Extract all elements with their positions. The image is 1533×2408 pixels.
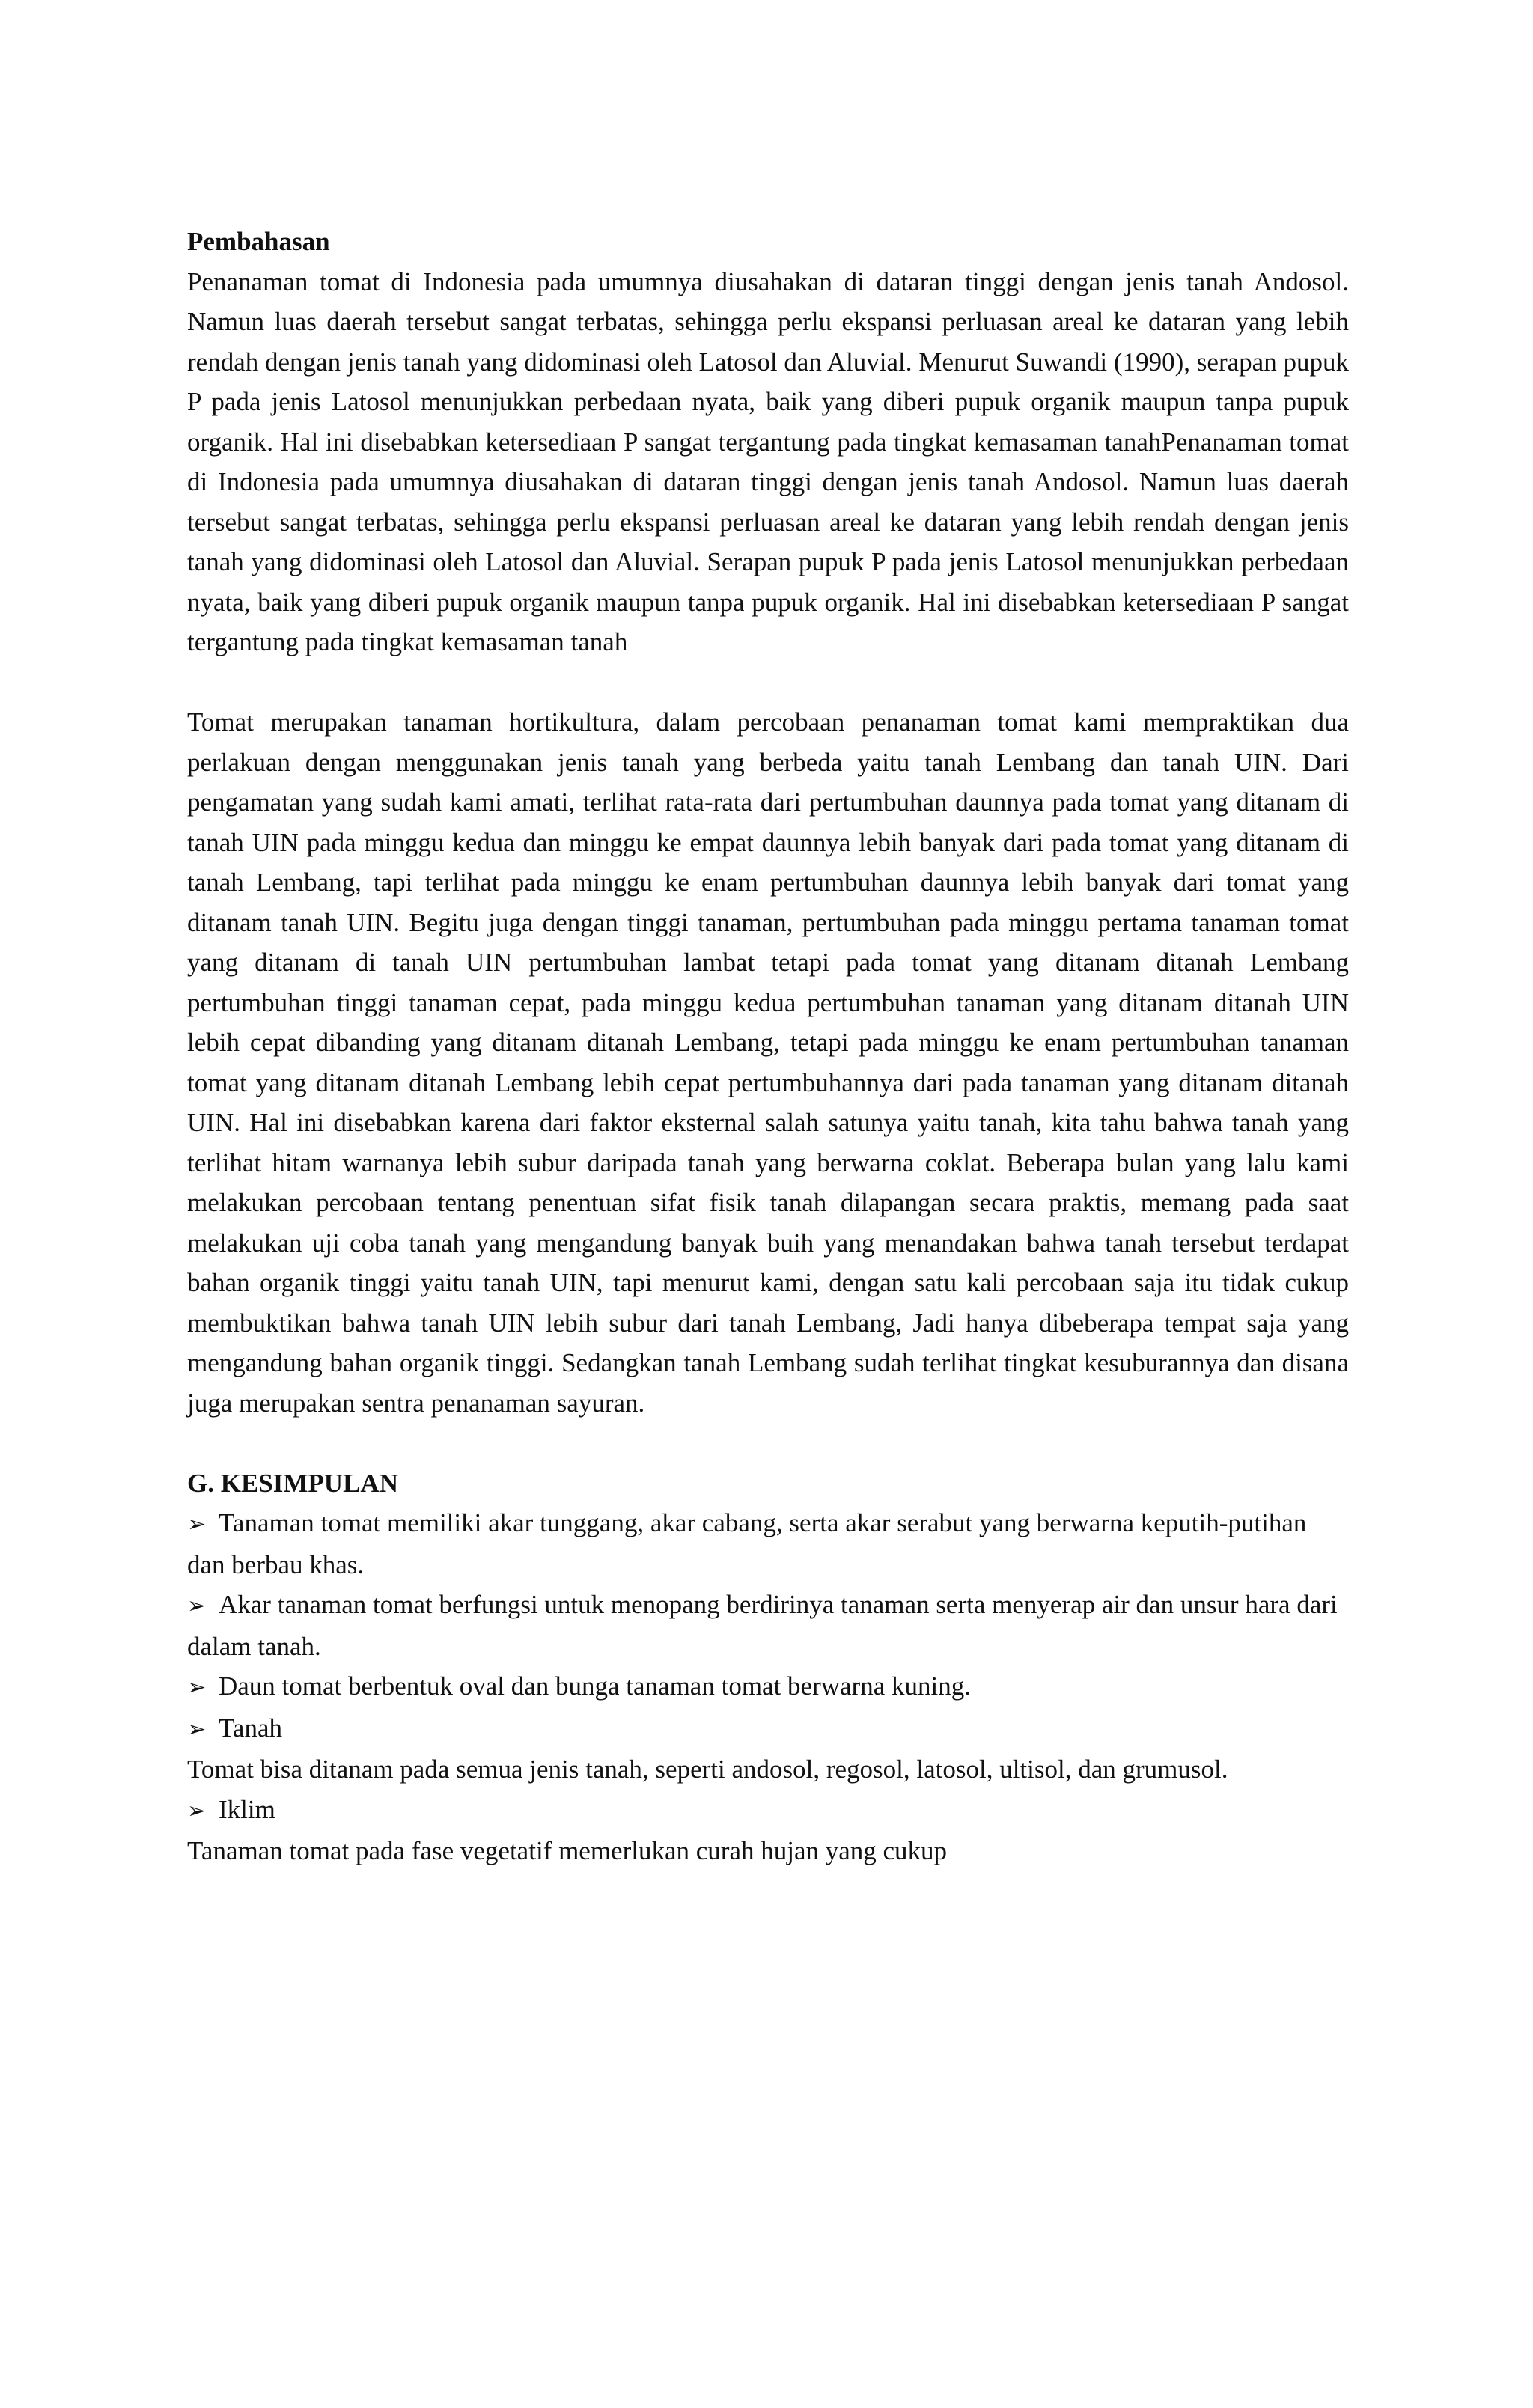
paragraph-spacer — [187, 662, 1349, 703]
discussion-heading: Pembahasan — [187, 227, 330, 256]
document-content — [187, 222, 1349, 1871]
iklim-description: Tanaman tomat pada fase vegetatif memerlukan curah hujan yang cukup — [187, 1836, 948, 1865]
conclusion-bullet-text: Akar tanaman tomat berfungsi untuk menopang berdirinya tanaman serta menyerap air dan unsur hara dari dalam tanah. — [187, 1590, 1338, 1661]
conclusion-bullet-2 — [187, 1585, 1349, 1666]
arrow-bullet-icon: ➢ — [187, 1511, 207, 1537]
arrow-bullet-icon: ➢ — [187, 1674, 207, 1701]
discussion-paragraph-1: Penanaman tomat di Indonesia pada umumnya diusahakan di dataran tinggi dengan jenis tanah Andosol. Namun luas daerah tersebut sangat terbatas, sehingga perlu ekspansi perluasan areal ke dataran yang lebih rendah dengan jenis tanah yang didominasi oleh Latosol dan Aluvial. Menurut Suwandi (1990), serapan pupuk P pada jenis Latosol menunjukkan perbedaan nyata, baik yang diberi pupuk organik maupun tanpa pupuk organik. Hal ini disebabkan ketersediaan P sangat tergantung pada tingkat kemasaman tanahPenanaman tomat di Indonesia pada umumnya diusahakan di dataran tinggi dengan jenis tanah Andosol. Namun luas daerah tersebut sangat terbatas, sehingga perlu ekspansi perluasan areal ke dataran yang lebih rendah dengan jenis tanah yang didominasi oleh Latosol dan Aluvial. Serapan pupuk P pada jenis Latosol menunjukkan perbedaan nyata, baik yang diberi pupuk organik maupun tanpa pupuk organik. Hal ini disebabkan ketersediaan P sangat tergantung pada tingkat kemasaman tanah — [187, 266, 1349, 656]
paragraph-spacer — [187, 1423, 1349, 1463]
arrow-bullet-icon: ➢ — [187, 1716, 207, 1743]
conclusion-bullet-text: Tanaman tomat memiliki akar tunggang, akar cabang, serta akar serabut yang berwarna keputih-putihan dan berbau khas. — [187, 1508, 1307, 1579]
discussion-paragraph-2: Tomat merupakan tanaman hortikultura, dalam percobaan penanaman tomat kami mempraktikan dua perlakuan dengan menggunakan jenis tanah yang berbeda yaitu tanah Lembang dan tanah UIN. Dari pengamatan yang sudah kami amati, terlihat rata-rata dari pertumbuhan daunnya pada tomat yang ditanam di tanah UIN pada minggu kedua dan minggu ke empat daunnya lebih banyak dari pada tomat yang ditanam di tanah Lembang, tapi terlihat pada minggu ke enam pertumbuhan daunnya lebih banyak dari tomat yang ditanam tanah UIN. Begitu juga dengan tinggi tanaman, pertumbuhan pada minggu pertama tanaman tomat yang ditanam di tanah UIN pertumbuhan lambat tetapi pada tomat yang ditanam ditanah Lembang pertumbuhan tinggi tanaman cepat, pada minggu kedua pertumbuhan tanaman yang ditanam ditanah UIN lebih cepat dibanding yang ditanam ditanah Lembang, tetapi pada minggu ke enam pertumbuhan tanaman tomat yang ditanam ditanah Lembang lebih cepat pertumbuhannya dari pada tanaman yang ditanam ditanah UIN. Hal ini disebabkan karena dari faktor eksternal salah satunya yaitu tanah, kita tahu bahwa tanah yang terlihat hitam warnanya lebih subur daripada tanah yang berwarna coklat. Beberapa bulan yang lalu kami melakukan percobaan tentang penentuan sifat fisik tanah dilapangan secara praktis, memang pada saat melakukan uji coba tanah yang mengandung banyak buih yang menandakan bahwa tanah tersebut terdapat bahan organik tinggi yaitu tanah UIN, tapi menurut kami, dengan satu kali percobaan saja itu tidak cukup membuktikan bahwa tanah UIN lebih subur dari tanah Lembang, Jadi hanya dibeberapa tempat saja yang mengandung bahan organik tinggi. Sedangkan tanah Lembang sudah terlihat tingkat kesuburannya dan disana juga merupakan sentra penanaman sayuran. — [187, 707, 1349, 1418]
conclusion-bullet-tanah — [187, 1708, 1349, 1750]
conclusion-bullet-text: Iklim — [219, 1794, 275, 1824]
conclusion-heading: G. KESIMPULAN — [187, 1468, 398, 1498]
conclusion-bullet-text: Tanah — [219, 1713, 283, 1743]
arrow-bullet-icon: ➢ — [187, 1593, 207, 1619]
conclusion-bullet-1 — [187, 1503, 1349, 1585]
conclusion-bullet-text: Daun tomat berbentuk oval dan bunga tanaman tomat berwarna kuning. — [219, 1671, 971, 1701]
arrow-bullet-icon: ➢ — [187, 1797, 207, 1824]
conclusion-bullet-iklim — [187, 1790, 1349, 1832]
conclusion-bullet-3 — [187, 1666, 1349, 1708]
tanah-description: Tomat bisa ditanam pada semua jenis tanah, seperti andosol, regosol, latosol, ultisol, dan grumusol. — [187, 1755, 1228, 1784]
